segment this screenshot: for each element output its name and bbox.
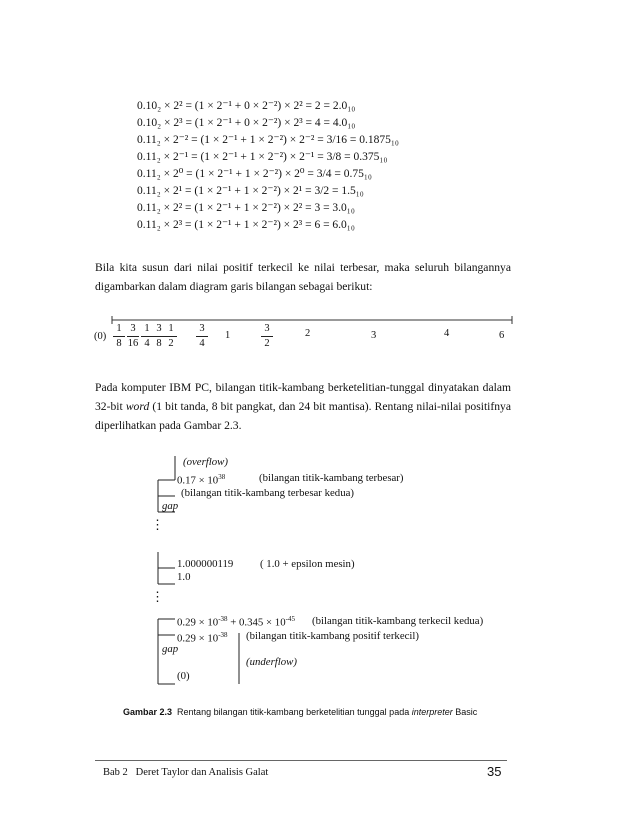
denominator: 16 — [127, 338, 139, 349]
overflow-text: (overflow) — [183, 456, 228, 468]
denominator: 4 — [144, 338, 150, 349]
equation-3: 0.11₂ × 2⁻² = (1 × 2⁻¹ + 1 × 2⁻²) × 2⁻² = 3/16 = 0.1875₁₀ — [137, 134, 399, 146]
footer-chapter: Bab 2 Deret Taylor dan Analisis Galat — [103, 767, 269, 778]
numerator: 1 — [116, 323, 122, 334]
overflow-label — [183, 456, 228, 469]
equation-6: 0.11₂ × 2¹ = (1 × 2⁻¹ + 1 × 2⁻²) × 2¹ = 3/2 = 1.5₁₀ — [137, 185, 364, 197]
denominator: 2 — [264, 338, 270, 349]
equation-5: 0.11₂ × 2⁰ = (1 × 2⁻¹ + 1 × 2⁻²) × 2⁰ = 3/4 = 0.75₁₀ — [137, 168, 372, 180]
paragraph-ibm-pc-part2: (1 bit tanda, 8 bit pangkat, dan 24 bit mantisa). Rentang nilai-nilai positifnya diperlihatkan pada Gambar 2.3. — [95, 400, 511, 432]
caption-italic: interpreter — [411, 707, 453, 717]
min-value-exponent: -38 — [218, 631, 228, 639]
vdots-upper: ⋮ — [151, 517, 164, 532]
equation-8: 0.11₂ × 2³ = (1 × 2⁻¹ + 1 × 2⁻²) × 2³ = 6 = 6.0₁₀ — [137, 219, 355, 231]
numerator: 1 — [168, 323, 174, 334]
second-max-desc: (bilangan titik-kambang terbesar kedua) — [181, 487, 354, 499]
max-value — [177, 471, 225, 488]
caption-text: Rentang bilangan titik-kambang berketelitian tunggal pada — [177, 707, 412, 717]
caption-after: Basic — [452, 707, 478, 717]
number-line-2: 2 — [305, 328, 311, 339]
gap-label-bottom — [162, 643, 178, 656]
denominator: 8 — [156, 338, 162, 349]
max-value-desc: (bilangan titik-kambang terbesar) — [259, 472, 404, 484]
one-value: 1.0 — [177, 571, 191, 583]
figure-caption — [123, 707, 477, 717]
min-value-desc: (bilangan titik-kambang positif terkecil) — [246, 630, 419, 642]
number-line-zero: (0) — [94, 331, 107, 342]
second-min-desc: (bilangan titik-kambang terkecil kedua) — [312, 615, 484, 627]
min-value — [177, 629, 228, 646]
paragraph-ibm-pc-part1: Pada komputer IBM PC, bilangan titik-kambang berketelitian-tunggal dinyatakan dalam 32-bit — [95, 381, 511, 413]
number-line-3: 3 — [371, 330, 377, 341]
denominator: 4 — [199, 338, 205, 349]
one-plus-epsilon-desc: ( 1.0 + epsilon mesin) — [260, 558, 355, 570]
equation-2: 0.10₂ × 2³ = (1 × 2⁻¹ + 0 × 2⁻²) × 2³ = 4 = 4.0₁₀ — [137, 117, 356, 129]
gap-text: gap — [162, 500, 179, 512]
min-value-mantissa: 0.29 × 10 — [177, 632, 219, 645]
number-line-1: 1 — [225, 330, 231, 341]
gap-label-top — [162, 500, 178, 513]
second-min-exp-b: -45 — [285, 615, 295, 623]
paragraph-ibm-pc-word: word — [125, 400, 150, 413]
denominator: 2 — [168, 338, 174, 349]
one-plus-epsilon-value: 1.000000119 — [177, 558, 234, 570]
zero-label: (0) — [177, 670, 190, 682]
underflow-label — [246, 656, 297, 669]
second-min-mantissa-a: 0.29 × 10 — [177, 616, 219, 629]
numerator: 3 — [130, 323, 136, 334]
gap-text: gap — [162, 643, 179, 655]
footer-rule — [95, 760, 507, 761]
paragraph-number-line-intro: Bila kita susun dari nilai positif terkecil ke nilai terbesar, maka seluruh bilangannya digambarkan dalam diagram garis bilangan sebagai berikut: — [95, 261, 511, 293]
page-number: 35 — [487, 764, 502, 779]
denominator: 8 — [116, 338, 122, 349]
numerator: 3 — [199, 323, 205, 334]
second-min-exp-a: -38 — [218, 615, 228, 623]
numerator: 3 — [156, 323, 162, 334]
numerator: 1 — [144, 323, 150, 334]
second-min-mantissa-b: + 0.345 × 10 — [227, 616, 286, 629]
underflow-text: (underflow) — [246, 656, 297, 668]
equation-1: 0.10₂ × 2² = (1 × 2⁻¹ + 0 × 2⁻²) × 2² = 2 = 2.0₁₀ — [137, 100, 356, 112]
numerator: 3 — [264, 323, 270, 334]
second-min-value — [177, 613, 295, 630]
max-value-exponent: 38 — [218, 473, 226, 481]
number-line-4: 4 — [444, 328, 450, 339]
max-value-mantissa: 0.17 × 10 — [177, 474, 219, 487]
equation-7: 0.11₂ × 2² = (1 × 2⁻¹ + 1 × 2⁻²) × 2² = 3 = 3.0₁₀ — [137, 202, 355, 214]
number-line-6: 6 — [499, 330, 505, 341]
equation-4: 0.11₂ × 2⁻¹ = (1 × 2⁻¹ + 1 × 2⁻²) × 2⁻¹ = 3/8 = 0.375₁₀ — [137, 151, 388, 163]
caption-label: Gambar 2.3 — [123, 707, 173, 717]
vdots-lower: ⋮ — [151, 589, 164, 604]
